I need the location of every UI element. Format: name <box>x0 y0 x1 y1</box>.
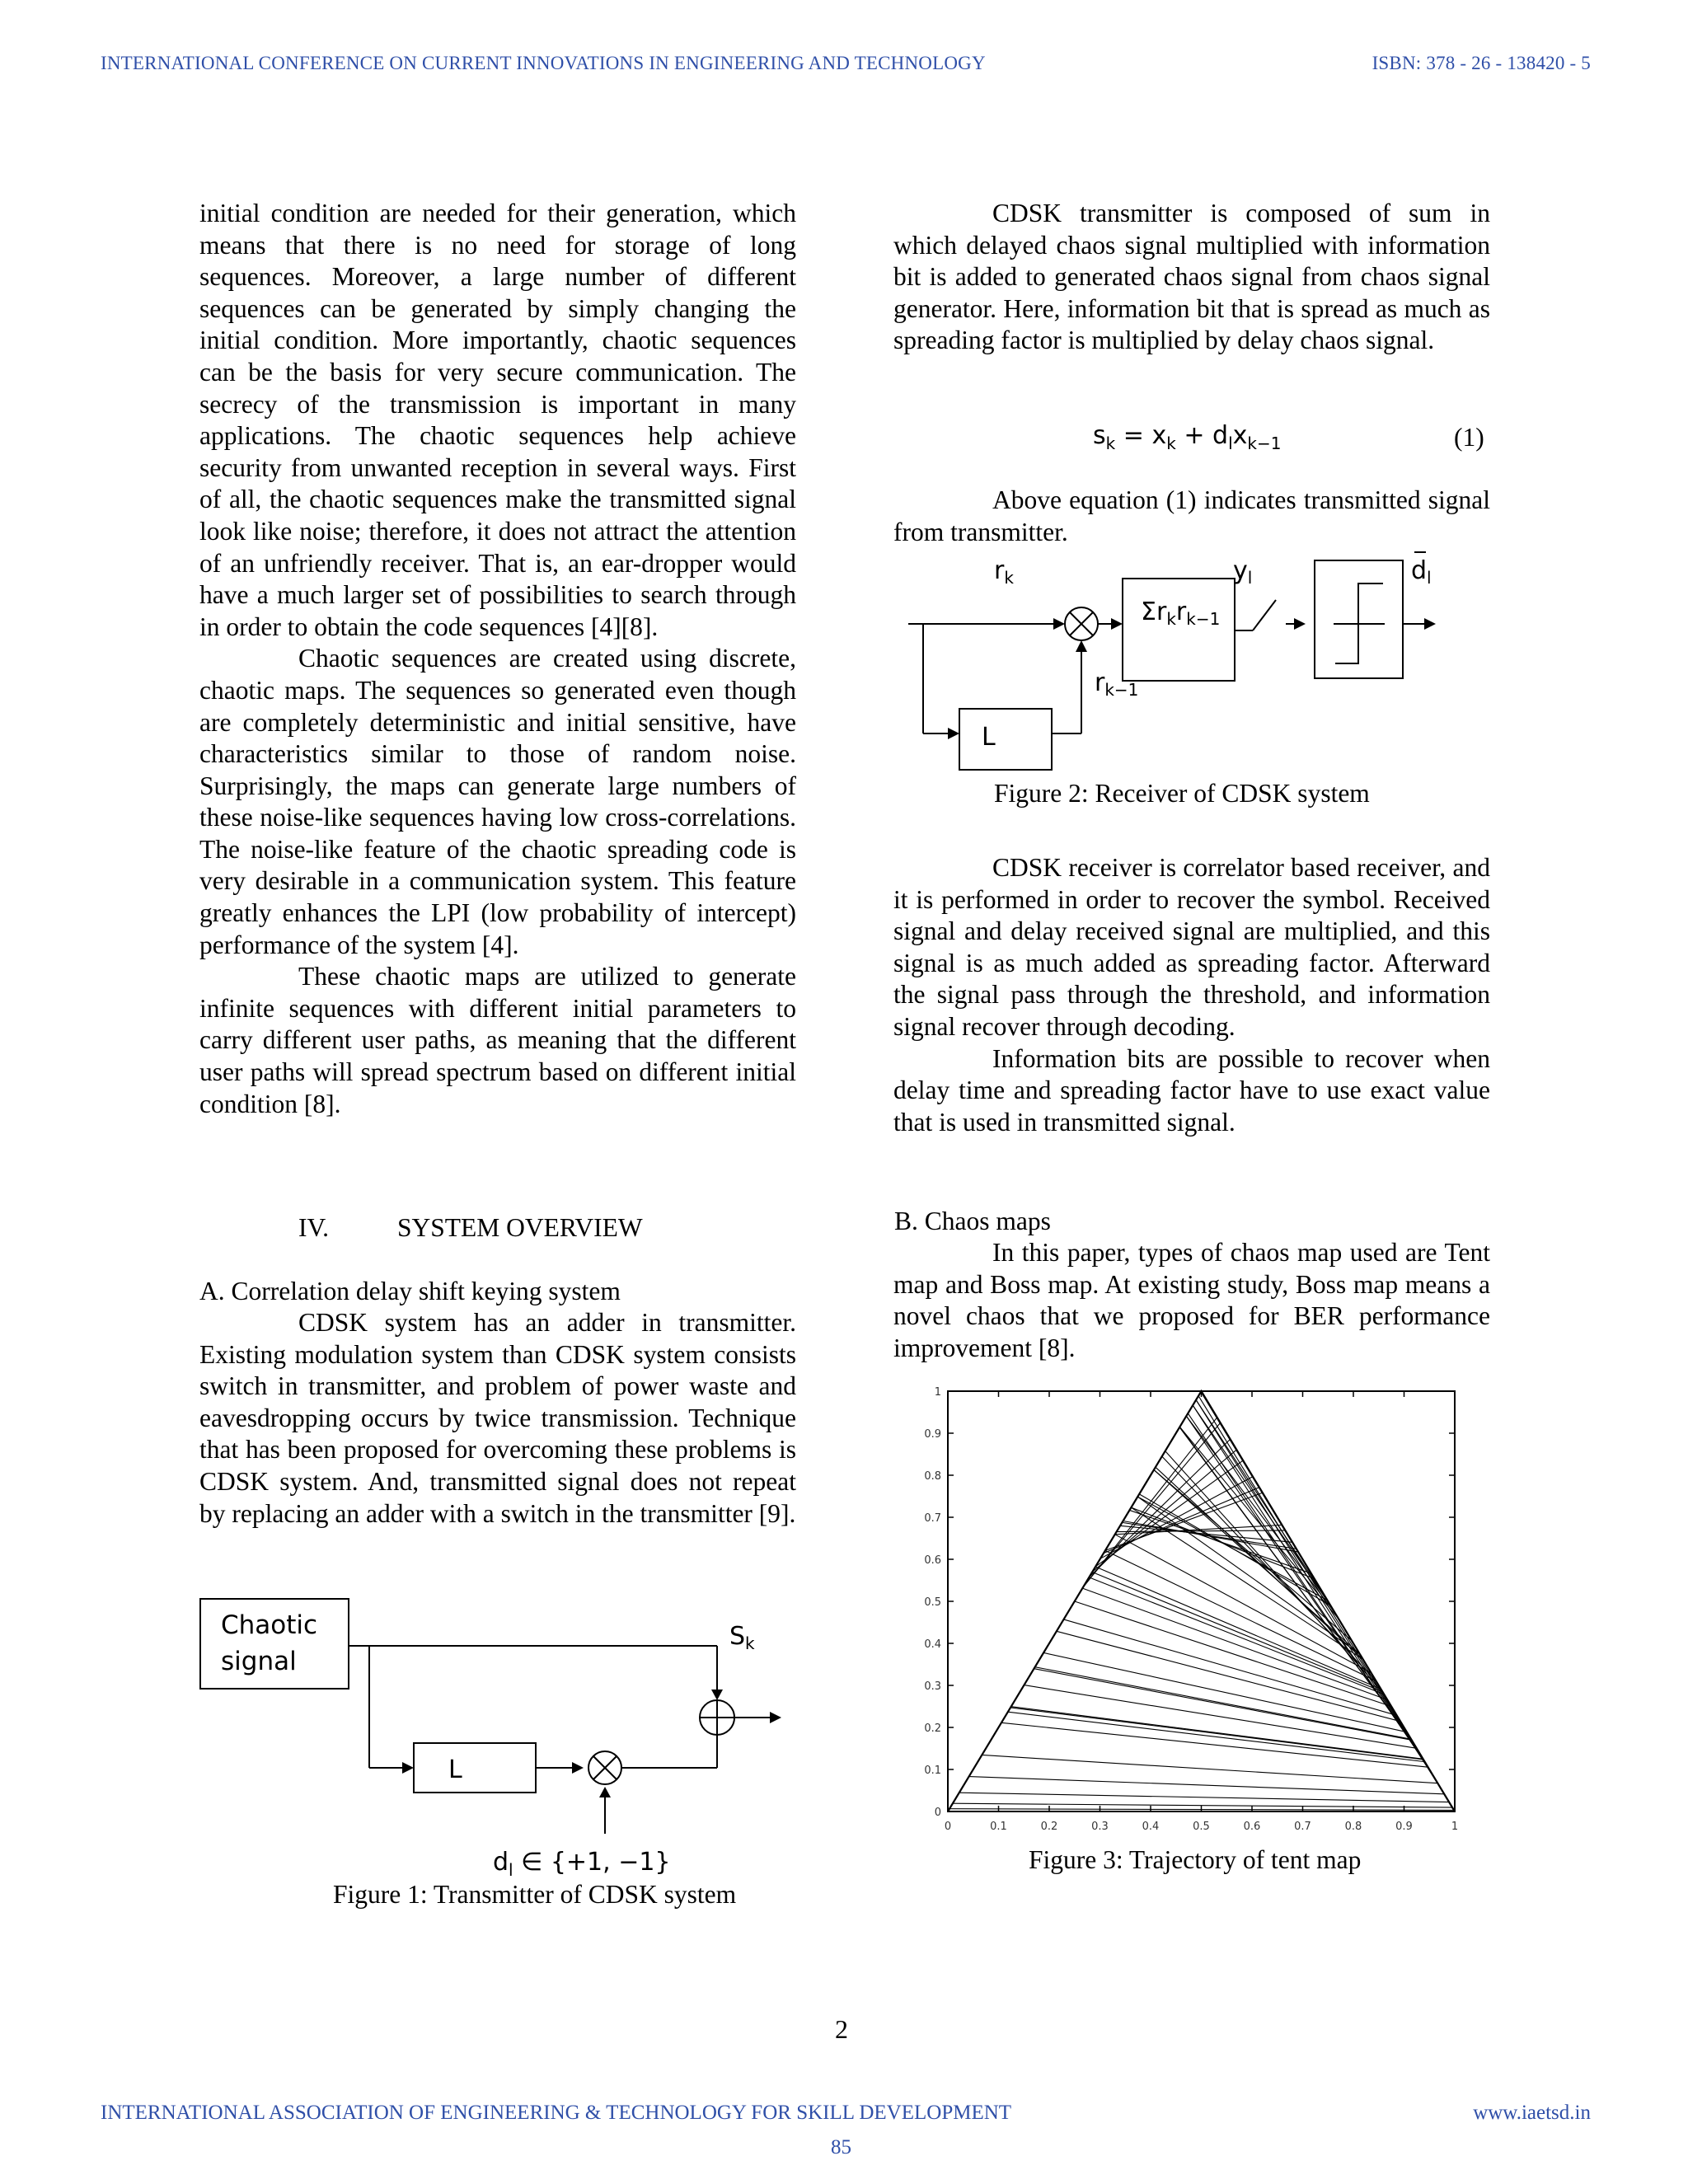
trajectory-lines <box>950 1391 1454 1810</box>
chaotic-label-2: signal <box>221 1647 297 1676</box>
y-tick-label: 0.4 <box>924 1638 941 1651</box>
right-column-chaos <box>893 1237 1490 1364</box>
equation-1: $s_k = x_k + d_lx_{k-1}$ <box>1093 421 1282 453</box>
isbn-header: ISBN: 378 - 26 - 138420 - 5 <box>1372 53 1591 73</box>
trajectory-segment <box>1179 1427 1339 1619</box>
y-tick-label: 0.6 <box>924 1554 941 1567</box>
footer-page: 85 <box>831 2136 851 2158</box>
trajectory-segment <box>1075 1601 1391 1707</box>
transmitter-diagram <box>190 1586 799 1891</box>
paragraph: initial condition are needed for their generation, which means that there is no need for storage of long sequences. Moreover, a large number of different sequences can be generated by simply changing the initial condition. More importantly, chaotic sequences can be the basis for very secure communication. The secrecy of the transmission is important in many applications. The chaotic sequences help achieve security from unwanted reception in several ways. First of all, the chaotic sequences make the transmitted signal look like noise; therefore, it does not attract the attention of an unfriendly receiver. That is, an ear-dropper would have a much larger set of possibilities to search through in order to obtain the code sequences [4][8]. <box>199 199 796 641</box>
y-tick-label: 0.5 <box>924 1596 941 1609</box>
paragraph: Information bits are possible to recover when delay time and spreading factor have to use exact value that is used in transmitted signal. <box>893 1043 1490 1137</box>
figure-2-caption: Figure 2: Receiver of CDSK system <box>994 779 1370 808</box>
x-tick-label: 0.4 <box>1142 1821 1160 1833</box>
y-tick-label: 0.3 <box>924 1680 941 1693</box>
paragraph: Chaotic sequences are created using discrete, chaotic maps. The sequences so generated even though are completely deterministic and initial sensitive, have characteristics similar to those of random noise. Surprisingly, the maps can generate large numbers of these noise-like sequences having low cross-correlations. The noise-like feature of the chaotic spreading code is very desirable in a communication system. This feature greatly enhances the LPI (low probability of intercept) performance of the system [4]. <box>199 644 796 959</box>
summation-label: $\Sigma r_kr_{k-1}$ <box>1141 598 1221 629</box>
delay-block <box>414 1743 536 1793</box>
right-column-eqdesc <box>893 485 1490 548</box>
right-column <box>893 198 1490 357</box>
paragraph: CDSK transmitter is composed of sum in which delayed chaos signal multiplied with information bit is added to generated chaos signal from chaos signal generator. Here, information bit that is spread as much as spreading factor is multiplied by delay chaos signal. <box>893 199 1490 355</box>
dl-hat-label: $d_l$ <box>1411 556 1432 588</box>
right-column-receiver <box>893 852 1490 1138</box>
figure-3-caption: Figure 3: Trajectory of tent map <box>1029 1845 1362 1874</box>
trajectory-segment <box>982 1755 1437 1783</box>
trajectory-segment <box>953 1803 1452 1807</box>
trajectory-segment <box>1179 1427 1411 1740</box>
trajectory-segment <box>1139 1494 1330 1605</box>
subsection-heading: B. Chaos maps <box>894 1207 1051 1235</box>
subsection-heading: A. Correlation delay shift keying system <box>199 1277 621 1305</box>
sk-label: $S_k$ <box>729 1622 755 1653</box>
section-title: SYSTEM OVERVIEW <box>397 1213 643 1242</box>
figure-1-caption: Figure 1: Transmitter of CDSK system <box>333 1880 737 1909</box>
paragraph: Above equation (1) indicates transmitted signal from transmitter. <box>893 485 1490 546</box>
trajectory-segment <box>1196 1400 1330 1606</box>
trajectory-segment <box>1115 1535 1372 1673</box>
plot-frame <box>948 1391 1455 1811</box>
trajectory-segment <box>1165 1451 1383 1692</box>
tent-envelope-line <box>948 1391 1455 1811</box>
x-tick-label: 0 <box>944 1821 952 1833</box>
footer-website: www.iaetsd.in <box>1473 2102 1591 2124</box>
chaotic-label-1: Chaotic <box>221 1610 318 1640</box>
trajectory-segment <box>1043 1652 1407 1732</box>
x-tick-label: 0.5 <box>1193 1821 1210 1833</box>
trajectory-segment <box>1193 1405 1437 1783</box>
page-number: 2 <box>835 2014 848 2044</box>
x-tick-label: 0.9 <box>1395 1821 1413 1833</box>
trajectory-segment <box>1095 1460 1243 1567</box>
x-tick-label: 0.3 <box>1091 1821 1109 1833</box>
y-tick-label: 0.8 <box>924 1470 941 1483</box>
delay-block <box>959 709 1052 770</box>
y-tick-label: 0.2 <box>924 1722 941 1735</box>
rk-label: $r_k$ <box>994 556 1014 588</box>
trajectory-segment <box>1095 1567 1381 1690</box>
y-tick-label: 0.1 <box>924 1765 941 1777</box>
x-tick-label: 0.7 <box>1294 1821 1311 1833</box>
paragraph: In this paper, types of chaos map used are Tent map and Boss map. At existing study, Boss map means a novel chaos that we proposed for BER performance improvement [8]. <box>893 1238 1490 1362</box>
y-tick-label: 0.9 <box>924 1428 941 1441</box>
trajectory-segment <box>1008 1712 1425 1761</box>
x-tick-label: 0.8 <box>1344 1821 1362 1833</box>
section-number: IV. <box>298 1213 330 1242</box>
left-column <box>199 198 796 1120</box>
receiver-diagram <box>898 544 1459 783</box>
trajectory-segment <box>1082 1418 1217 1588</box>
footer-association: INTERNATIONAL ASSOCIATION OF ENGINEERING & TECHNOLOGY FOR SKILL DEVELOPMENT <box>101 2102 1012 2124</box>
delay-label: L <box>448 1755 462 1784</box>
left-column-lower <box>199 1307 796 1530</box>
rk-minus-1-label: $r_{k-1}$ <box>1095 668 1139 700</box>
summation-block <box>1123 579 1235 681</box>
x-tick-label: 0.2 <box>1040 1821 1058 1833</box>
delay-label: L <box>982 723 996 752</box>
paragraph: CDSK system has an adder in transmitter. Existing modulation system than CDSK system consists switch in transmitter, and problem of power waste and eavesdropping occurs by twice transmission. Technique that has been proposed for overcoming these problems is CDSK system. And, transmitted signal does not repeat by replacing an adder with a switch in the transmitter [9]. <box>199 1308 796 1528</box>
y-tick-label: 1 <box>934 1386 941 1399</box>
trajectory-segment <box>1092 1572 1382 1691</box>
dl-set-label: $d_l$ ∈ {+1, −1} <box>493 1848 671 1880</box>
trajectory-segment <box>1011 1707 1423 1760</box>
y-tick-label: 0 <box>934 1807 941 1819</box>
trajectory-segment <box>959 1793 1449 1802</box>
x-tick-label: 1 <box>1451 1821 1459 1833</box>
y-tick-label: 0.7 <box>924 1512 941 1525</box>
paragraph: CDSK receiver is correlator based receiver, and it is performed in order to recover the symbol. Received signal and delay received signal are multiplied, and this signal is as much added as spreading factor. Afterward the signal pass through the threshold, and information signal recover through decoding. <box>893 853 1490 1041</box>
trajectory-segment <box>1010 1708 1423 1760</box>
equation-number: (1) <box>1454 423 1484 452</box>
x-tick-label: 0.6 <box>1243 1821 1261 1833</box>
trajectory-segment <box>1034 1669 1412 1741</box>
x-tick-label: 0.1 <box>990 1821 1007 1833</box>
paragraph: These chaotic maps are utilized to generate infinite sequences with different initial parameters to carry different user paths, as meaning that the different user paths will spread spectrum based on different initial condition [8]. <box>199 962 796 1118</box>
tent-map-chart <box>907 1376 1475 1838</box>
trajectory-segment <box>1082 1588 1387 1699</box>
yl-label: $y_l$ <box>1233 556 1253 588</box>
conference-header: INTERNATIONAL CONFERENCE ON CURRENT INNOVATIONS IN ENGINEERING AND TECHNOLOGY <box>101 53 986 73</box>
